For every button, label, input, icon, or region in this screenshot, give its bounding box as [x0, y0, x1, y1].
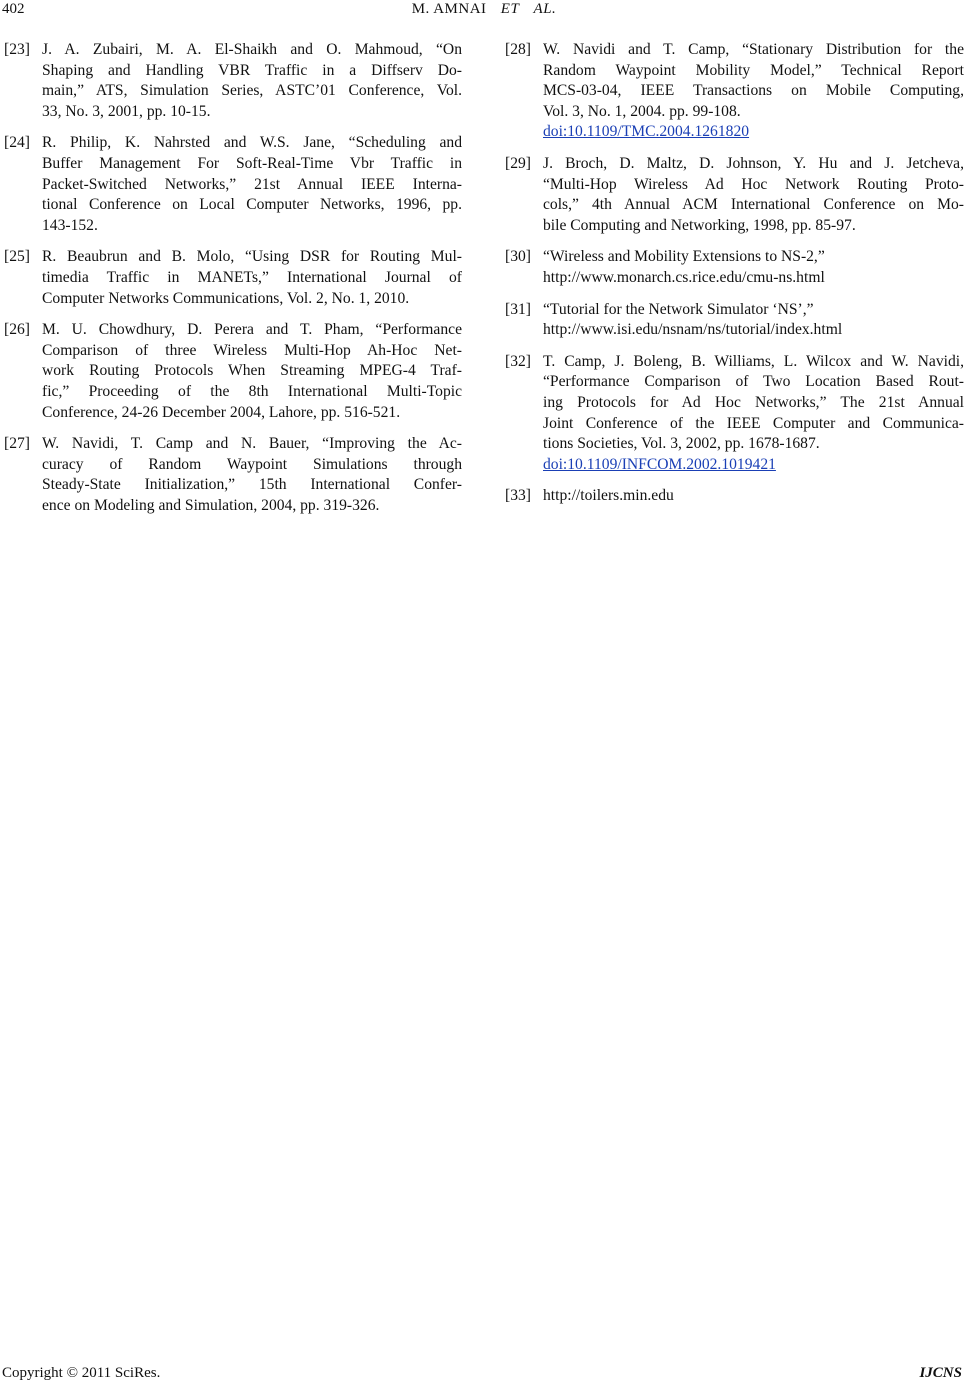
running-head-et: ET [500, 1, 520, 17]
reference-number: [32] [505, 352, 531, 370]
reference-line: R. Beaubrun and B. Molo, “Using DSR for Routing Mul- [42, 248, 462, 266]
reference-number: [23] [4, 41, 30, 58]
reference-number: [31] [505, 300, 531, 318]
reference-line: Random Waypoint Mobility Model,” Technical Report [543, 61, 964, 79]
reference-line: tions Societies, Vol. 3, 2002, pp. 1678-1687. [543, 435, 820, 453]
reference-26 [4, 320, 462, 423]
reference-32 [505, 352, 964, 476]
reference-line: timedia Traffic in MANETs,” International Journal of [42, 268, 462, 286]
reference-line: Vol. 3, No. 1, 2004. pp. 99-108. [543, 102, 741, 120]
page-number: 402 [2, 1, 25, 17]
reference-line: 143-152. [42, 216, 98, 234]
reference-number: [27] [4, 435, 30, 453]
reference-31 [505, 300, 964, 341]
reference-30 [505, 247, 964, 288]
running-head-author: M. AMNAI [411, 1, 487, 17]
reference-line: Shaping and Handling VBR Traffic in a Diffserv Do- [42, 61, 462, 79]
reference-line: 33, No. 3, 2001, pp. 10-15. [42, 102, 211, 120]
reference-url: http://www.isi.edu/nsnam/ns/tutorial/index.html [543, 321, 843, 339]
reference-line: main,” ATS, Simulation Series, ASTC’01 Conference, Vol. [42, 82, 462, 100]
reference-line: Buffer Management For Soft-Real-Time Vbr Traffic in [42, 154, 462, 172]
reference-line: curacy of Random Waypoint Simulations through [42, 455, 462, 473]
reference-line: Comparison of three Wireless Multi-Hop Ah-Hoc Net- [42, 341, 462, 359]
reference-line: W. Navidi and T. Camp, “Stationary Distribution for the [543, 41, 964, 58]
reference-line: bile Computing and Networking, 1998, pp. 85-97. [543, 216, 856, 234]
running-head [0, 1, 968, 18]
reference-25 [4, 247, 462, 309]
footer-journal: IJCNS [919, 1365, 962, 1381]
running-head-al: AL. [533, 1, 557, 17]
reference-line: ence on Modeling and Simulation, 2004, pp. 319-326. [42, 496, 380, 514]
reference-line: J. A. Zubairi, M. A. El-Shaikh and O. Mahmoud, “On [42, 41, 462, 58]
reference-number: [25] [4, 248, 30, 266]
reference-line: Joint Conference of the IEEE Computer and Communica- [543, 414, 964, 432]
reference-line: Computer Networks Communications, Vol. 2, No. 1, 2010. [42, 289, 410, 307]
reference-line: “Performance Comparison of Two Location Based Rout- [543, 373, 964, 391]
reference-url: http://www.monarch.cs.rice.edu/cmu-ns.html [543, 268, 825, 286]
reference-line: tional Conference on Local Computer Networks, 1996, pp. [42, 196, 462, 214]
reference-number: [29] [505, 154, 531, 172]
reference-33 [505, 486, 964, 507]
reference-line: Conference, 24-26 December 2004, Lahore, pp. 516-521. [42, 403, 401, 421]
reference-number: [24] [4, 134, 30, 152]
doi-link[interactable]: doi:10.1109/INFCOM.2002.1019421 [543, 455, 776, 473]
reference-line: Steady-State Initialization,” 15th International Confer- [42, 476, 462, 494]
reference-line: “Multi-Hop Wireless Ad Hoc Network Routing Proto- [543, 175, 964, 193]
reference-line: “Wireless and Mobility Extensions to NS-2,” [543, 248, 825, 266]
reference-line: R. Philip, K. Nahrsted and W.S. Jane, “Scheduling and [42, 134, 462, 152]
doi-link[interactable]: doi:10.1109/TMC.2004.1261820 [543, 123, 750, 141]
reference-line: work Routing Protocols When Streaming MPEG-4 Traf- [42, 362, 462, 380]
footer-copyright: Copyright © 2011 SciRes. [2, 1365, 161, 1381]
reference-number: [28] [505, 41, 531, 58]
reference-number: [33] [505, 487, 531, 505]
reference-line: T. Camp, J. Boleng, B. Williams, L. Wilcox and W. Navidi, [543, 352, 964, 370]
reference-line: “Tutorial for the Network Simulator ‘NS’,” [543, 300, 814, 318]
reference-number: [30] [505, 248, 531, 266]
reference-line: ing Protocols for Ad Hoc Networks,” The 21st Annual [543, 393, 964, 411]
reference-line: fic,” Proceeding of the 8th International Multi-Topic [42, 382, 462, 400]
reference-line: W. Navidi, T. Camp and N. Bauer, “Improving the Ac- [42, 435, 462, 453]
reference-line: cols,” 4th Annual ACM International Conference on Mo- [543, 196, 964, 214]
reference-column-right [505, 40, 964, 518]
reference-27 [4, 434, 462, 516]
reference-number: [26] [4, 321, 30, 339]
reference-line: M. U. Chowdhury, D. Perera and T. Pham, “Performance [42, 321, 462, 339]
reference-line: Packet-Switched Networks,” 21st Annual IEEE Interna- [42, 175, 462, 193]
reference-29 [505, 154, 964, 236]
reference-line: MCS-03-04, IEEE Transactions on Mobile Computing, [543, 82, 964, 100]
reference-23 [4, 40, 462, 122]
reference-line: J. Broch, D. Maltz, D. Johnson, Y. Hu and J. Jetcheva, [543, 154, 964, 172]
reference-line: http://toilers.min.edu [543, 487, 674, 505]
reference-column-left [4, 40, 462, 527]
reference-28 [505, 40, 964, 143]
reference-24 [4, 133, 462, 236]
